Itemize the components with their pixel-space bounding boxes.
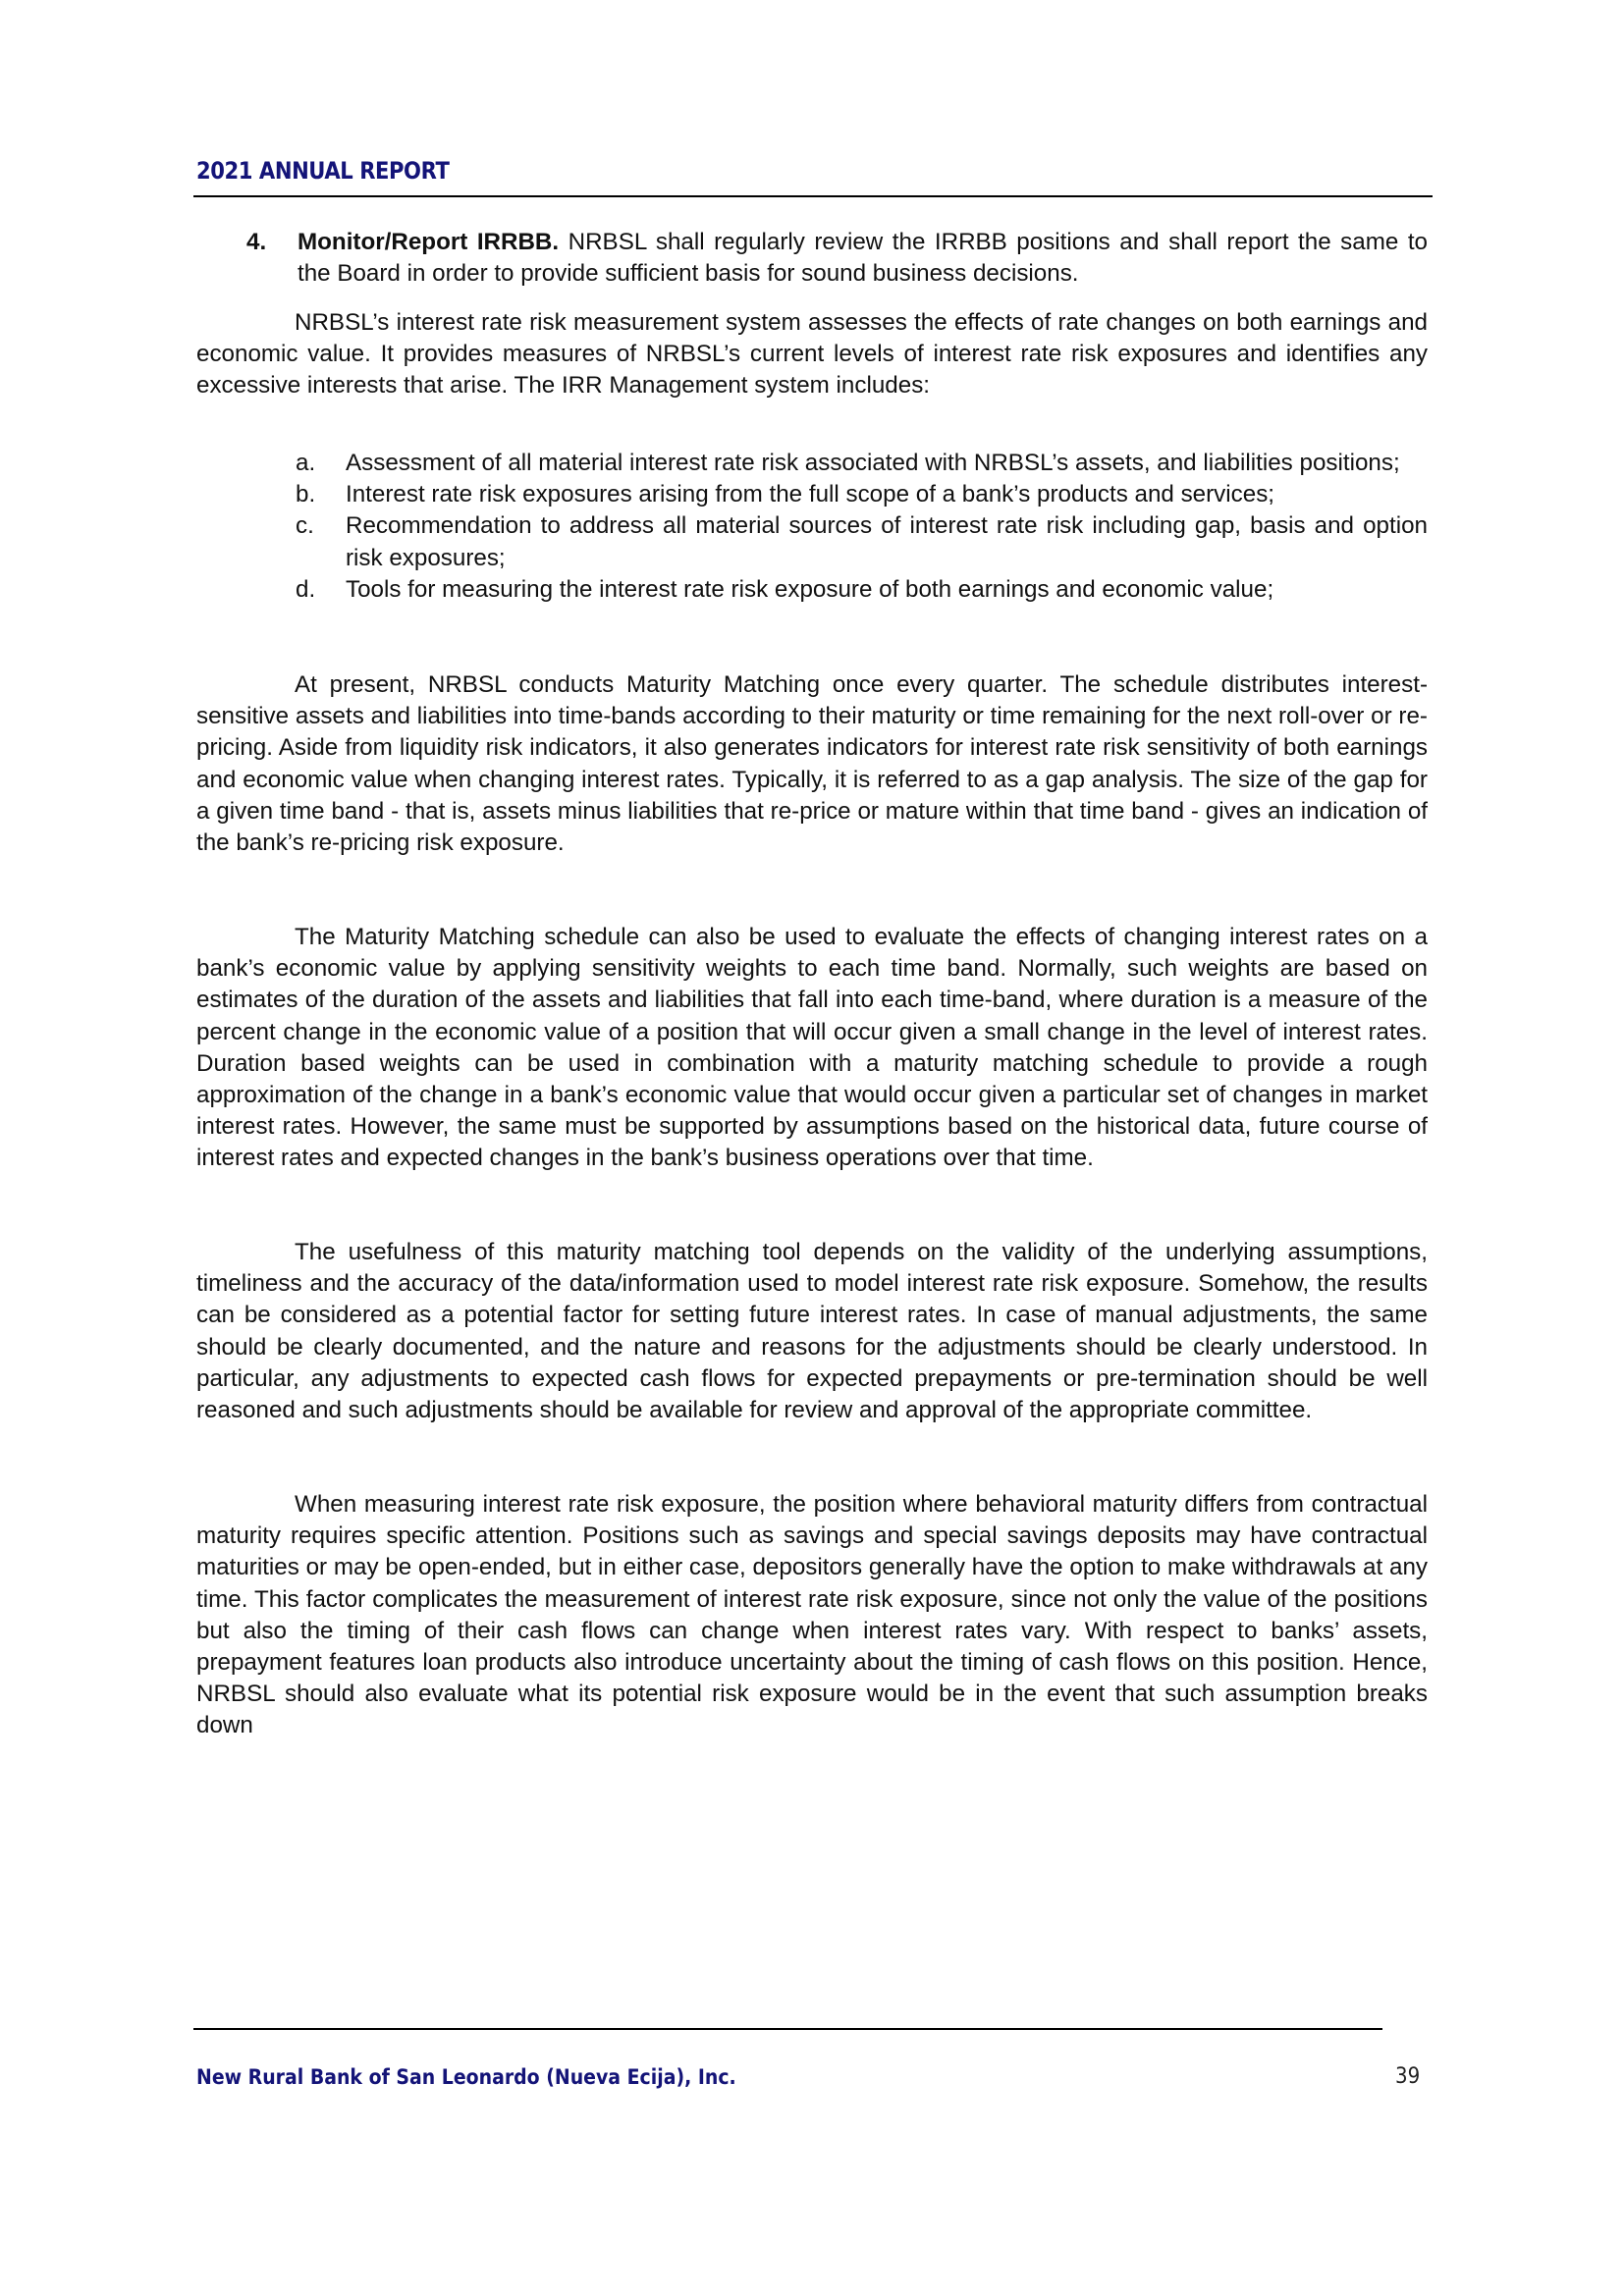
footer-bank-name: New Rural Bank of San Leonardo (Nueva Ecija), Inc. — [196, 2065, 736, 2089]
list-item-text: Interest rate risk exposures arising from the full scope of a bank’s products and services; — [346, 481, 1275, 508]
item-number: 4. — [246, 229, 267, 255]
item-text: NRBSL shall regularly review the IRRBB positions and shall report the same to the Board in order to provide sufficient basis for sound business decisions. — [298, 229, 1428, 288]
list-marker: b. — [296, 481, 316, 508]
irr-system-list — [296, 448, 1428, 606]
footer-divider — [193, 2028, 1382, 2030]
report-header-title: 2021 ANNUAL REPORT — [196, 157, 450, 185]
item-heading: Monitor/Report IRRBB. — [298, 229, 560, 255]
list-marker: a. — [296, 450, 316, 476]
list-item — [296, 510, 1428, 573]
paragraph-irr-measurement: NRBSL’s interest rate risk measurement system assesses the effects of rate changes on both earnings and economic value. It provides measures of NRBSL’s current levels of interest rate risk exposures and identifies any excessive interests that arise. The IRR Management system includes: — [196, 309, 1428, 400]
list-item — [296, 574, 1428, 606]
paragraph-economic-value: The Maturity Matching schedule can also be used to evaluate the effects of changing interest rates on a bank’s economic value by applying sensitivity weights to each time band. Normally, such weights are based on estimates of the duration of the assets and liabilities that fall into each time-band, where duration is a measure of the percent change in the economic value of a position that will occur given a small change in the level of interest rates. Duration based weights can be used in combination with a maturity matching schedule to provide a rough approximation of the change in a bank’s economic value that would occur given a particular set of changes in market interest rates. However, the same must be supported by assumptions based on the historical data, future course of interest rates and expected changes in the bank’s business operations over that time. — [196, 924, 1428, 1172]
list-item-text: Recommendation to address all material sources of interest rate risk including gap, basis and option risk exposures; — [346, 512, 1428, 571]
page-number: 39 — [1395, 2064, 1421, 2089]
paragraph-behavioral-maturity: When measuring interest rate risk exposure, the position where behavioral maturity differs from contractual maturity requires specific attention. Positions such as savings and special savings deposits may have contractual maturities or may be open-ended, but in either case, depositors generally have the option to make withdrawals at any time. This factor complicates the measurement of interest rate risk exposure, since not only the value of the positions but also the timing of their cash flows can change when interest rates vary. With respect to banks’ assets, prepayment features loan products also introduce uncertainty about the timing of cash flows on this position. Hence, NRBSL should also evaluate what its potential risk exposure would be in the event that such assumption breaks down — [196, 1491, 1428, 1739]
list-item — [296, 479, 1428, 510]
numbered-item-4 — [246, 227, 1428, 290]
item-body — [298, 227, 1428, 290]
list-item-text: Tools for measuring the interest rate risk exposure of both earnings and economic value; — [346, 575, 1274, 603]
list-item-text: Assessment of all material interest rate risk associated with NRBSL’s assets, and liabilities positions; — [346, 450, 1400, 476]
header-divider — [193, 195, 1433, 197]
list-item — [296, 448, 1428, 479]
paragraph-tool-usefulness: The usefulness of this maturity matching tool depends on the validity of the underlying assumptions, timeliness and the accuracy of the data/information used to model interest rate risk exposure. Somehow, the results can be considered as a potential factor for setting future interest rates. In case of manual adjustments, the same should be clearly documented, and the nature and reasons for the adjustments should be clearly understood. In particular, any adjustments to expected cash flows for expected prepayments or pre-termination should be well reasoned and such adjustments should be available for review and approval of the appropriate committee. — [196, 1239, 1428, 1424]
paragraph-maturity-matching: At present, NRBSL conducts Maturity Matching once every quarter. The schedule distributes interest-sensitive assets and liabilities into time-bands according to their maturity or time remaining for the next roll-over or re-pricing. Aside from liquidity risk indicators, it also generates indicators for interest rate risk sensitivity of both earnings and economic value when changing interest rates. Typically, it is referred to as a gap analysis. The size of the gap for a given time band - that is, assets minus liabilities that re-price or mature within that time band - gives an indication of the bank’s re-pricing risk exposure. — [196, 671, 1428, 857]
list-marker: d. — [296, 575, 316, 603]
list-marker: c. — [296, 512, 314, 540]
